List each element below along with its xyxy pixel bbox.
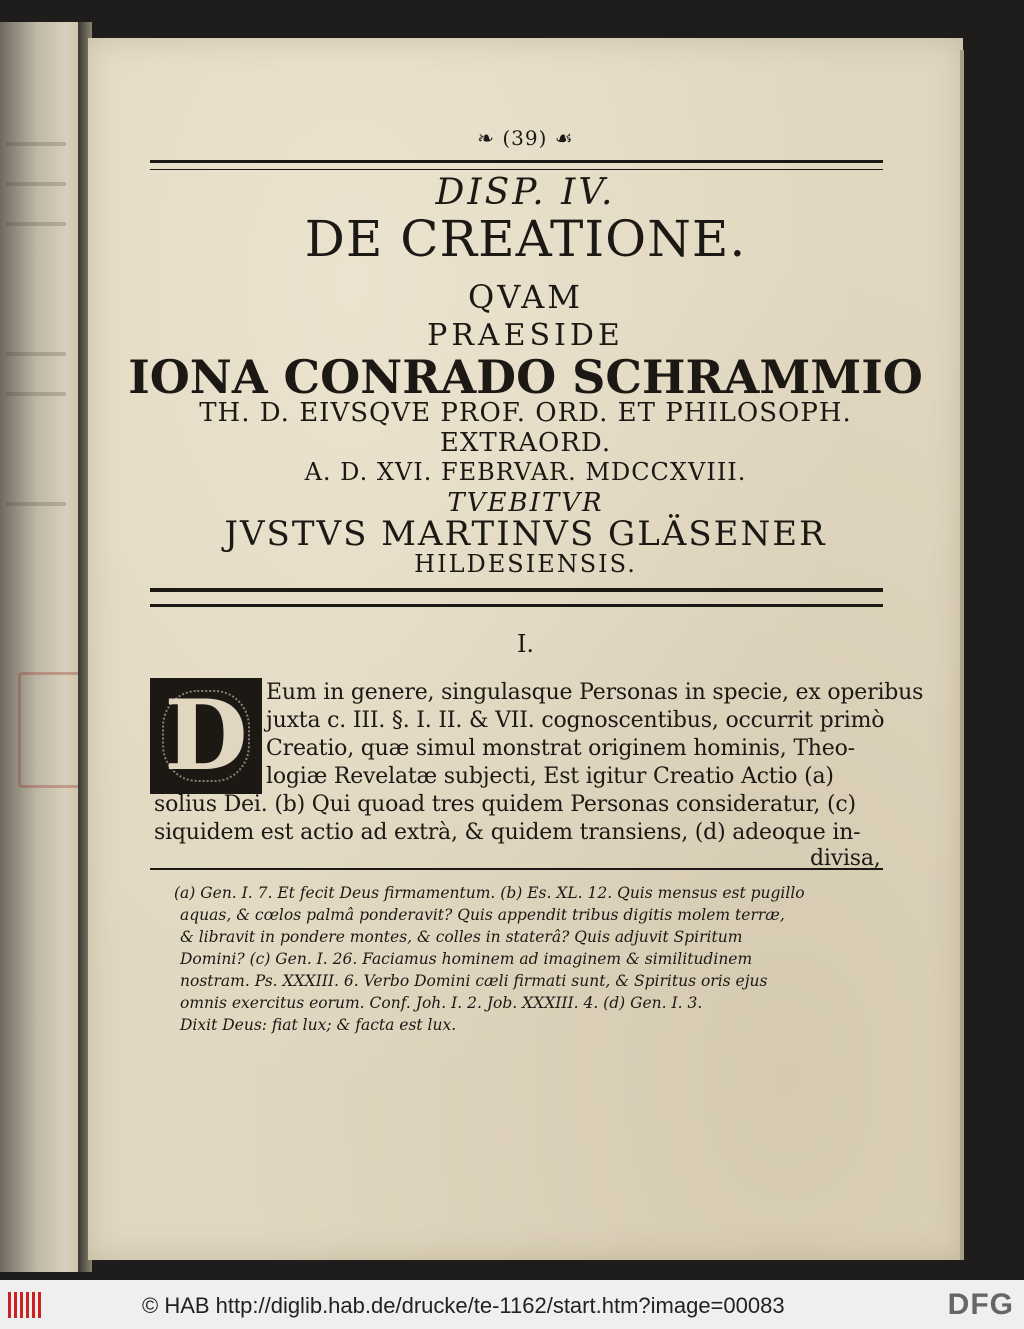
top-rule: [150, 160, 883, 170]
ghost-text-line: [6, 182, 66, 186]
footnote-rule: [150, 868, 883, 870]
title-line: IONA CONRADO SCHRAMMIO: [128, 350, 923, 404]
body-line: Creatio, quæ simul monstrat originem hominis, Theo-: [266, 736, 855, 761]
footnote-line: omnis exercitus eorum. Conf. Joh. I. 2. Job. XXXIII. 4. (d) Gen. I. 3.: [180, 994, 703, 1012]
document-page: [88, 38, 963, 1260]
body-line: solius Dei. (b) Qui quoad tres quidem Personas consideratur, (c): [154, 792, 856, 817]
title-line: PRAESIDE: [427, 318, 624, 353]
body-line: logiæ Revelatæ subjecti, Est igitur Creatio Actio (a): [266, 764, 834, 789]
body-line: Eum in genere, singulasque Personas in specie, ex operibus: [266, 680, 924, 705]
disputation-number: DISP. IV.: [435, 172, 616, 213]
title-line: TH. D. EIVSQVE PROF. ORD. ET PHILOSOPH.: [199, 398, 852, 428]
title-line: EXTRAORD.: [439, 428, 612, 458]
footnote-line: & libravit in pondere montes, & colles in staterâ? Quis adjuvit Spiritum: [180, 928, 743, 946]
footnote-line: Dixit Deus: fiat lux; & facta est lux.: [180, 1016, 457, 1034]
footer-bar: [0, 1280, 1024, 1329]
ghost-text-line: [6, 222, 66, 226]
running-head: ❧ (39) ☙: [477, 126, 574, 150]
body-line: siquidem est actio ad extrà, & quidem transiens, (d) adeoque in-: [154, 820, 861, 845]
title-line: A. D. XVI. FEBRVAR. MDCCXVIII.: [304, 458, 747, 486]
hab-logo-icon: [8, 1292, 44, 1318]
title-line: JVSTVS MARTINVS GLÄSENER: [224, 514, 827, 554]
ghost-text-line: [6, 142, 66, 146]
body-line: divisa,: [810, 846, 881, 871]
body-line: juxta c. III. §. I. II. & VII. cognoscentibus, occurrit primò: [266, 708, 885, 733]
ghost-text-line: [6, 392, 66, 396]
drop-cap-letter: D: [164, 679, 248, 792]
footnote-line: nostram. Ps. XXXIII. 6. Verbo Domini cæli firmati sunt, & Spiritus oris ejus: [180, 972, 768, 990]
title-line: QVAM: [467, 278, 584, 316]
footnote-line: (a) Gen. I. 7. Et fecit Deus firmamentum. (b) Es. XL. 12. Quis mensus est pugillo: [174, 884, 805, 902]
footnote-line: Domini? (c) Gen. I. 26. Faciamus hominem ad imaginem & similitudinem: [180, 950, 753, 968]
footer-copyright-link[interactable]: © HAB http://diglib.hab.de/drucke/te-1162/start.htm?image=00083: [142, 1293, 785, 1318]
left-page-ornament: [18, 672, 82, 788]
footnote-line: aquas, & cœlos palmâ ponderavit? Quis appendit tribus digitis molem terræ,: [180, 906, 785, 924]
section-number: I.: [516, 630, 535, 658]
middle-rule: [150, 588, 883, 607]
title-line: TVEBITVR: [447, 488, 604, 518]
ghost-text-line: [6, 502, 66, 506]
page-edge: [960, 50, 964, 1260]
drop-cap: [150, 678, 262, 794]
left-page-edge: [0, 22, 82, 1272]
title-line: HILDESIENSIS.: [414, 550, 637, 578]
ghost-text-line: [6, 352, 66, 356]
title-line: DE CREATIONE.: [304, 210, 747, 268]
dfg-logo: DFG: [947, 1288, 1014, 1321]
